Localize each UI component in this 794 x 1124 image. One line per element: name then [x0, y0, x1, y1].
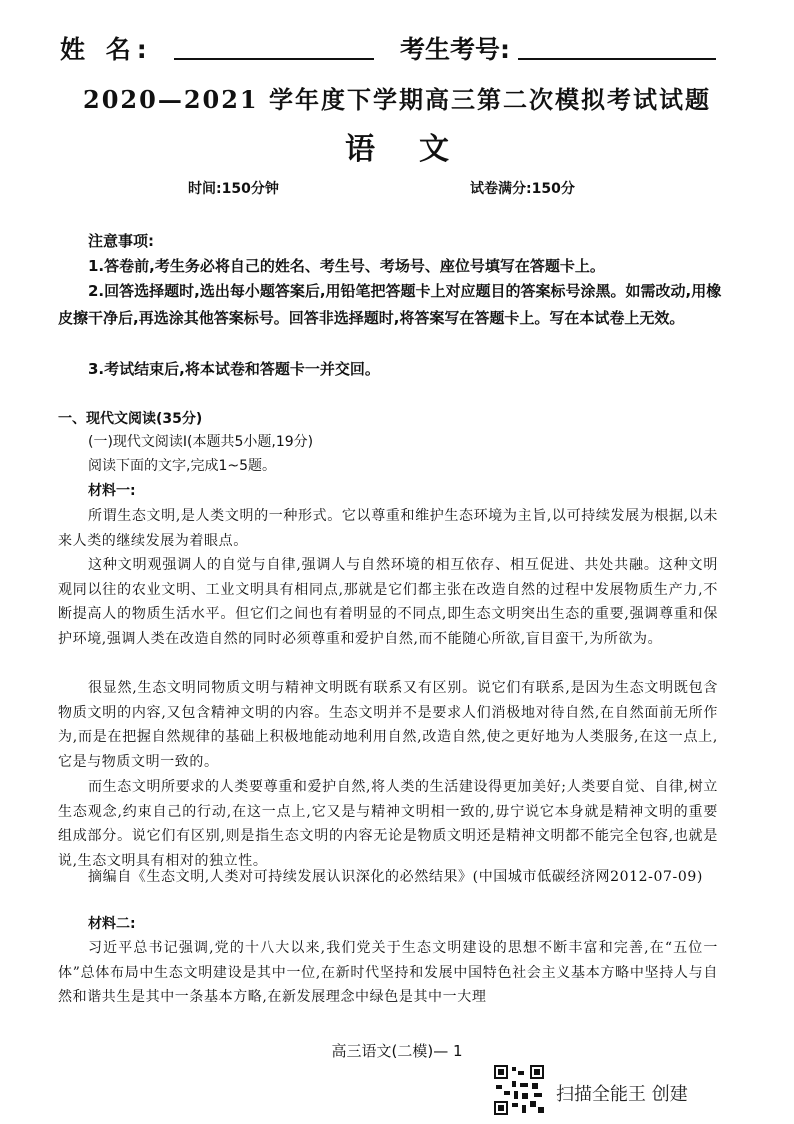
- material-2-label: 材料二:: [88, 916, 136, 932]
- exam-number-blank-line: [518, 58, 716, 60]
- notice-item-3: 3.考试结束后,将本试卷和答题卡一并交回。: [88, 360, 380, 378]
- page-footer: 高三语文(二模)— 1: [331, 1042, 463, 1060]
- full-score: 试卷满分:150分: [470, 181, 575, 197]
- student-info-row: [60, 26, 734, 66]
- paragraph: 而生态文明所要求的人类要尊重和爱护自然,将人类的生活建设得更加美好;人类要自觉、自律,树立生态观念,约束自己的行动,在这一点上,它又是与精神文明相一致的,毋宁说它本身就是精神文明的重要组成部分。说它们有区别,则是指生态文明的内容无论是物质文明还是精神文明都不能完全包容,也就是说,生态文明具有相对的独立性。: [58, 779, 718, 869]
- name-label: 姓 名:: [60, 35, 153, 64]
- paragraph: 这种文明观强调人的自觉与自律,强调人与自然环境的相互依存、相互促进、共处共融。这种文明观同以往的农业文明、工业文明具有相同点,那就是它们都主张在改造自然的过程中发展物质生产力,不断提高人的物质生活水平。但它们之间也有着明显的不同点,即生态文明突出生态的重要,强调尊重和保护环境,强调人类在改造自然的同时必须尊重和爱护自然,而不能随心所欲,盲目蛮干,为所欲为。: [58, 557, 718, 647]
- notice-item-2: 2.回答选择题时,选出每小题答案后,用铅笔把答题卡上对应题目的答案标号涂黑。如需改动,用橡皮擦干净后,再选涂其他答案标号。回答非选择题时,将答案写在答题卡上。写在本试卷上无效。: [58, 282, 722, 327]
- exam-number-label: 考生考号:: [400, 35, 510, 64]
- paragraph: 很显然,生态文明同物质文明与精神文明既有联系又有区别。说它们有联系,是因为生态文明既包含物质文明的内容,又包含精神文明的内容。生态文明并不是要求人们消极地对待自然,在自然面前无所作为,而是在把握自然规律的基础上积极地能动地利用自然,改造自然,使之更好地为人类服务,在这一点上,它是与物质文明一致的。: [58, 680, 718, 770]
- reading-instruction: 阅读下面的文字,完成1~5题。: [88, 458, 276, 474]
- qr-code-icon: [494, 1065, 544, 1115]
- source-citation: 摘编自《生态文明,人类对可持续发展认识深化的必然结果》(中国城市低碳经济网2012-07-09): [88, 869, 703, 885]
- notice-title: 注意事项:: [88, 232, 154, 250]
- subsection-heading: (一)现代文阅读Ⅰ(本题共5小题,19分): [88, 434, 314, 450]
- exam-title: 2020—2021 学年度下学期高三第二次模拟考试试题: [83, 85, 711, 114]
- scanner-watermark: 扫描全能王 创建: [556, 1084, 688, 1105]
- section-heading: 一、现代文阅读(35分): [58, 411, 203, 427]
- material-2-paragraph: 习近平总书记强调,党的十八大以来,我们党关于生态文明建设的思想不断丰富和完善,在“五位一体”总体布局中生态文明建设是其中一位,在新时代坚持和发展中国特色社会主义基本方略中坚持人与自然和谐共生是其中一条基本方略,在新发展理念中绿色是其中一大理: [58, 940, 718, 1006]
- name-blank-line: [174, 58, 374, 60]
- exam-duration: 时间:150分钟: [188, 181, 279, 197]
- notice-item-1: 1.答卷前,考生务必将自己的姓名、考生号、考场号、座位号填写在答题卡上。: [88, 257, 605, 275]
- material-1-label: 材料一:: [88, 483, 136, 499]
- subject-title: 语文: [345, 132, 493, 167]
- paragraph: 所谓生态文明,是人类文明的一种形式。它以尊重和维护生态环境为主旨,以可持续发展为根据,以未来人类的继续发展为着眼点。: [58, 508, 718, 549]
